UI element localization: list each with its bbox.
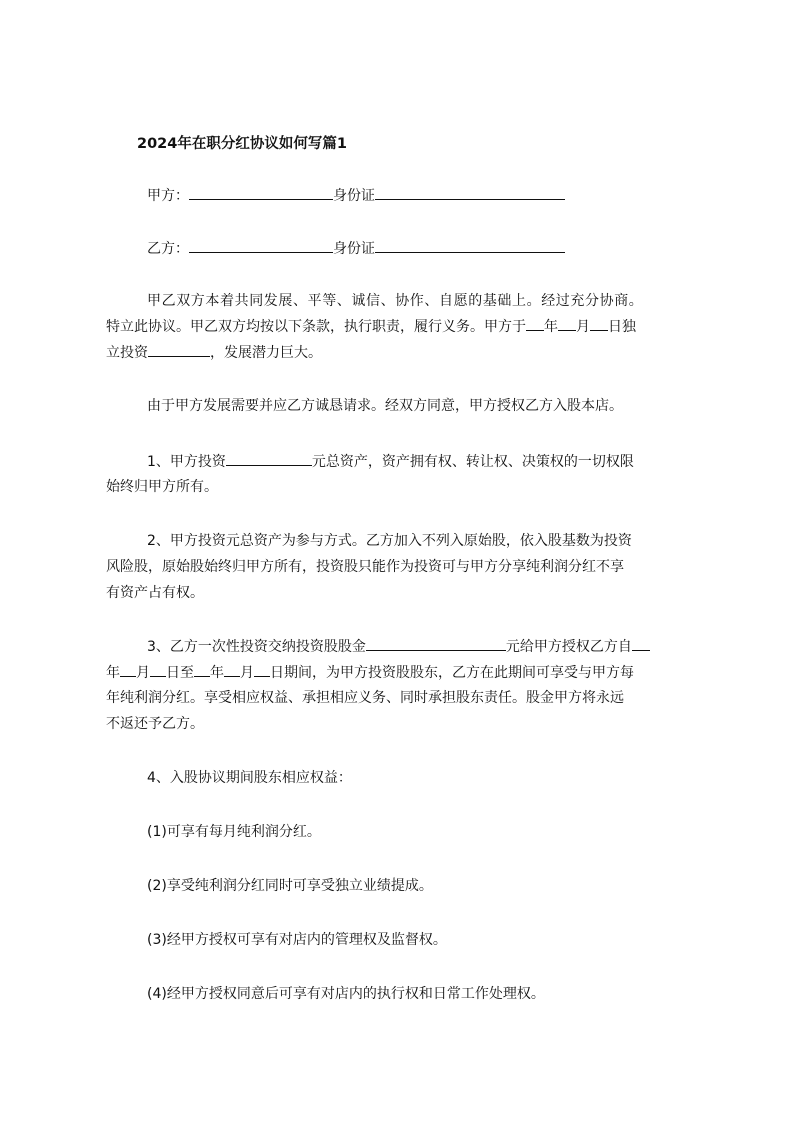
intro-line-1: 甲乙双方本着共同发展、平等、诚信、协作、自愿的基础上。经过充分协商。 [147, 293, 644, 309]
clause-3-period-text: 日期间，为甲方投资股股东，乙方在此期间可享受与甲方每 [270, 665, 634, 681]
clause-3-end-year-blank[interactable] [194, 663, 210, 677]
invest-blank[interactable] [148, 343, 210, 357]
clause-1-line-2: 始终归甲方所有。 [106, 479, 218, 495]
clause-3-end-month-label: 月 [240, 665, 254, 681]
clause-2-line-2: 风险股，原始股始终归甲方所有，投资股只能作为投资可与甲方分享纯利润分红不享 [106, 559, 624, 575]
clause-4-heading: 4、入股协议期间股东相应权益： [147, 770, 352, 786]
clause-3-start-day-blank[interactable] [150, 663, 166, 677]
party-a-line [147, 186, 565, 205]
clause-3-start-year-blank[interactable] [632, 637, 650, 651]
clause-1-line-1 [147, 452, 634, 471]
clause-3-line-4: 不返还予乙方。 [106, 716, 204, 732]
party-a-id-blank[interactable] [375, 186, 565, 200]
right-item-2: (2)享受纯利润分红同时可享受独立业绩提成。 [147, 878, 433, 894]
party-b-id-label: 身份证 [333, 241, 375, 257]
clause-3-end-month-blank[interactable] [224, 663, 240, 677]
intro-day-label: 日独 [608, 319, 636, 335]
intro-line-3b: ，发展潜力巨大。 [210, 345, 322, 361]
party-b-id-blank[interactable] [375, 239, 565, 253]
clause-1-amount-blank[interactable] [226, 452, 312, 466]
clause-3-month-label: 月 [136, 665, 150, 681]
clause-3-to-label: 日至 [166, 665, 194, 681]
reason-paragraph: 由于甲方发展需要并应乙方诚恳请求。经双方同意，甲方授权乙方入股本店。 [147, 398, 623, 414]
clause-3-end-day-blank[interactable] [254, 663, 270, 677]
document-title: 2024年在职分红协议如何写篇1 [137, 136, 347, 152]
party-a-label: 甲方： [147, 188, 189, 204]
right-item-4: (4)经甲方授权同意后可享有对店内的执行权和日常工作处理权。 [147, 986, 545, 1002]
intro-year-label: 年 [544, 319, 558, 335]
party-b-name-blank[interactable] [189, 239, 333, 253]
intro-month-label: 月 [576, 319, 590, 335]
clause-2-line-1: 2、甲方投资元总资产为参与方式。乙方加入不列入原始股，依入股基数为投资 [147, 533, 632, 549]
clause-3-year-label: 年 [106, 665, 120, 681]
intro-day-blank[interactable] [590, 317, 608, 331]
party-b-label: 乙方： [147, 241, 189, 257]
party-b-line [147, 239, 565, 258]
clause-3-line-3: 年纯利润分红。享受相应权益、承担相应义务、同时承担股东责任。股金甲方将永远 [106, 690, 624, 706]
intro-line-3a: 立投资 [106, 345, 148, 361]
clause-3-line-1 [147, 637, 650, 656]
clause-2-line-3: 有资产占有权。 [106, 585, 204, 601]
clause-3-end-year-label: 年 [210, 665, 224, 681]
intro-line-2-text: 特立此协议。甲乙双方均按以下条款，执行职责，履行义务。甲方于 [106, 319, 526, 335]
intro-month-blank[interactable] [558, 317, 576, 331]
clause-1-a: 1、甲方投资 [147, 454, 226, 470]
intro-year-blank[interactable] [526, 317, 544, 331]
intro-line-2 [106, 317, 636, 336]
clause-3-amount-blank[interactable] [366, 637, 506, 651]
clause-3-b: 元给甲方授权乙方自 [505, 639, 632, 655]
clause-3-a: 3、乙方一次性投资交纳投资股股金 [147, 639, 366, 655]
clause-1-b: 元总资产，资产拥有权、转让权、决策权的一切权限 [311, 454, 634, 470]
clause-3-start-month-blank[interactable] [120, 663, 136, 677]
party-a-name-blank[interactable] [189, 186, 333, 200]
right-item-1: (1)可享有每月纯利润分红。 [147, 824, 321, 840]
right-item-3: (3)经甲方授权可享有对店内的管理权及监督权。 [147, 932, 447, 948]
party-a-id-label: 身份证 [333, 188, 375, 204]
intro-line-3 [106, 343, 322, 362]
clause-3-line-2 [106, 663, 634, 682]
